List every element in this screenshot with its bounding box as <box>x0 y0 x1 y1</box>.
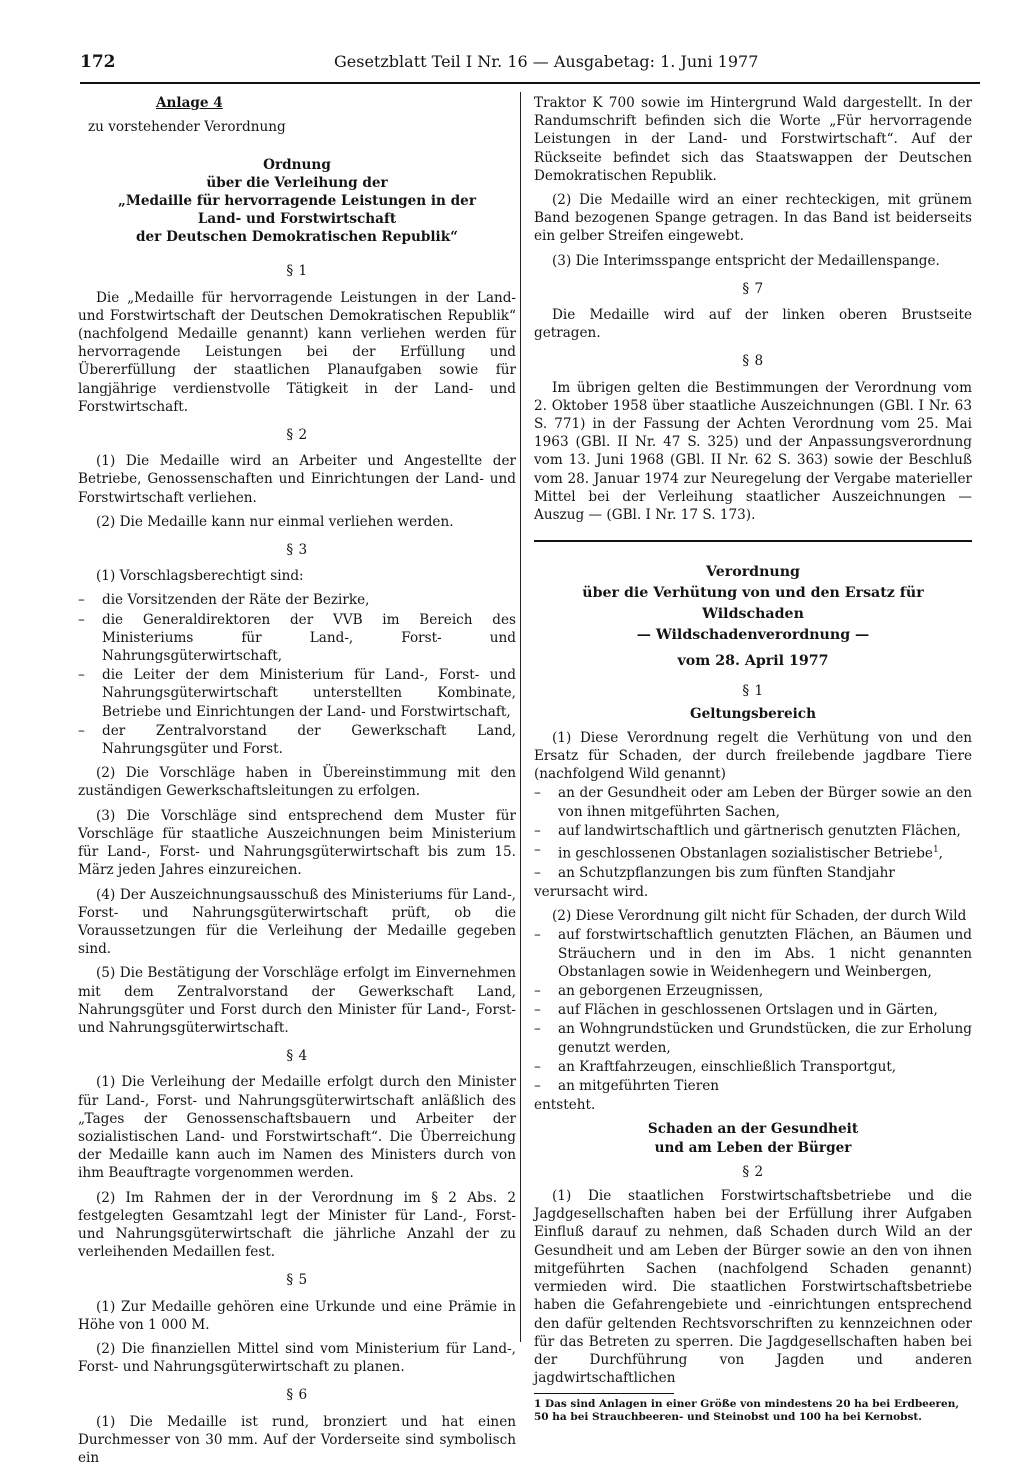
list-item <box>534 841 972 863</box>
regulation-title-line: Verordnung <box>706 564 800 581</box>
list-item: – an mitgeführten Tieren <box>534 1077 972 1095</box>
list-item: – an Kraftfahrzeugen, einschließlich Transportgut, <box>534 1058 972 1076</box>
paragraph: (3) Die Interimsspange entspricht der Medaillenspange. <box>552 252 940 269</box>
section-heading: § 2 <box>286 427 308 444</box>
list-item: – an Schutzpflanzungen bis zum fünften Standjahr <box>534 864 972 882</box>
annex-reference: zu vorstehender Verordnung <box>88 119 286 136</box>
subheading-line: Schaden an der Gesundheit <box>647 1121 859 1138</box>
list-item: – die Vorsitzenden der Räte der Bezirke, <box>78 591 516 609</box>
list-item-text: in geschlossenen Obstanlagen sozialistischer Betriebe <box>558 845 933 862</box>
paragraph: (2) Die Medaille kann nur einmal verliehen werden. <box>96 513 454 530</box>
paragraph: (5) Die Bestätigung der Vorschläge erfolgt im Einvernehmen mit dem Zentralvorstand der Gewerkschaft Land, Nahrungsgüter und Forst durch den Minister für Land-, Forst- und Nahrungsgüterwirtschaft. <box>78 965 516 1036</box>
list-item: – die Leiter der dem Ministerium für Land-, Forst- und Nahrungsgüterwirtschaft unterstellten Kombinate, Betriebe und Einrichtungen der Land- und Forstwirtschaft, <box>78 666 516 721</box>
paragraph: (2) Die finanziellen Mittel sind vom Ministerium für Land-, Forst- und Nahrungsgüterwirtschaft zu planen. <box>78 1340 516 1376</box>
proposer-list <box>78 591 516 758</box>
list-item: – der Zentralvorstand der Gewerkschaft Land, Nahrungsgüter und Forst. <box>78 722 516 758</box>
exclusion-list <box>534 926 972 1095</box>
right-column <box>534 94 972 1424</box>
header-rule <box>80 82 980 84</box>
section-heading: § 2 <box>742 1163 764 1180</box>
section-heading: § 1 <box>742 683 764 700</box>
paragraph: (1) Die staatlichen Forstwirtschaftsbetriebe und die Jagdgesellschaften haben bei der Erfüllung ihrer Aufgaben Einfluß darauf zu nehmen, daß Schaden durch Wild an der Gesundheit und am Leben der Bürger sowie an den von ihnen mitgeführten Sachen (nachfolgend Schaden genannt) vermieden wird. Die staatlichen Forstwirtschaftsbetriebe haben die Gefahrengebiete und -einrichtungen entsprechend den dafür geltenden Rechtsvorschriften zu kennzeichnen oder für das Betreten zu sperren. Die Jagdgesellschaften haben bei der Durchführung von Jagden und anderen jagdwirtschaftlichen <box>534 1188 972 1387</box>
section-subheading: Geltungsbereich <box>690 705 816 722</box>
paragraph: (1) Vorschlagsberechtigt sind: <box>96 568 304 585</box>
annex-label: Anlage 4 <box>156 95 223 111</box>
paragraph: (2) Die Medaille wird an einer rechteckigen, mit grünem Band bezogenen Spange getragen. In das Band ist beiderseits ein gelber Streifen eingewebt. <box>534 192 972 245</box>
paragraph: (1) Zur Medaille gehören eine Urkunde und eine Prämie in Höhe von 1 000 M. <box>78 1298 516 1333</box>
paragraph: (2) Im Rahmen der in der Verordnung im § 2 Abs. 2 festgelegten Gesamtzahl legt der Minister für Land-, Forst- und Nahrungsgüterwirtschaft die jährliche Anzahl der zu verleihenden Medaillen fest. <box>78 1189 516 1261</box>
paragraph: entsteht. <box>534 1097 596 1114</box>
ordinance-title-line: Land- und Forstwirtschaft <box>197 211 397 228</box>
paragraph: (3) Die Vorschläge sind entsprechend dem Muster für Vorschläge für staatliche Auszeichnungen beim Ministerium für Land-, Forst- und Nahrungsgüterwirtschaft bis zum 15. März jeden Jahres einzureichen. <box>78 807 516 879</box>
regulation-date: vom 28. April 1977 <box>677 653 829 670</box>
paragraph: (4) Der Auszeichnungsausschuß des Ministeriums für Land-, Forst- und Nahrungsgüterwirtschaft prüft, ob die Voraussetzungen für die Verleihung der Medaille gegeben sind. <box>78 886 516 958</box>
paragraph: (1) Die Medaille ist rund, bronziert und hat einen Durchmesser von 30 mm. Auf der Vorderseite sind symbolisch ein <box>78 1413 516 1466</box>
footnote: 1 Das sind Anlagen in einer Größe von mindestens 20 ha bei Erdbeeren, 50 ha bei Strauchbeeren- und Steinobst und 100 ha bei Kernobst. <box>534 1398 960 1424</box>
footnote-rule <box>534 1393 674 1394</box>
subheading-line: und am Leben der Bürger <box>654 1139 852 1156</box>
section-heading: § 1 <box>286 263 308 280</box>
page-header <box>80 50 980 84</box>
ordinance-title-line: über die Verleihung der <box>206 175 388 192</box>
section-heading: § 6 <box>286 1387 308 1404</box>
section-heading: § 4 <box>286 1048 308 1065</box>
paragraph: (1) Die Medaille wird an Arbeiter und Angestellte der Betriebe, Genossenschaften und Einrichtungen der Land- und Forstwirtschaft verliehen. <box>78 453 516 506</box>
paragraph: Traktor K 700 sowie im Hintergrund Wald dargestellt. In der Randumschrift befinden sich die Worte „Für hervorragende Leistungen in der Land- und Forstwirtschaft“. Auf der Rückseite befindet sich das Staatswappen der Deutschen Demokratischen Republik. <box>534 95 972 184</box>
page-number: 172 <box>80 52 116 72</box>
regulation-title <box>534 562 972 646</box>
section-heading: § 5 <box>286 1272 308 1289</box>
list-item: – an geborgenen Erzeugnissen, <box>534 982 972 1000</box>
section-subheading <box>534 1120 972 1156</box>
section-heading: § 3 <box>286 542 308 559</box>
paragraph: Die Medaille wird auf der linken oberen Brustseite getragen. <box>534 307 972 342</box>
list-item: – auf Flächen in geschlossenen Ortslagen und in Gärten, <box>534 1001 972 1019</box>
list-item: – auf landwirtschaftlich und gärtnerisch genutzten Flächen, <box>534 822 972 840</box>
list-item: – an der Gesundheit oder am Leben der Bürger sowie an den von ihnen mitgeführten Sachen, <box>534 784 972 820</box>
header-title: Gesetzblatt Teil I Nr. 16 — Ausgabetag: 1. Juni 1977 <box>334 52 759 71</box>
section-heading: § 8 <box>742 353 764 370</box>
ordinance-title-line: der Deutschen Demokratischen Republik“ <box>136 229 458 246</box>
column-divider <box>520 92 521 1342</box>
paragraph: (2) Die Vorschläge haben in Übereinstimmung mit den zuständigen Gewerkschaftsleitungen zu erfolgen. <box>78 765 516 800</box>
list-item: – an Wohngrundstücken und Grundstücken, die zur Erholung genutzt werden, <box>534 1020 972 1056</box>
regulation-title-line: über die Verhütung von und den Ersatz für Wildschaden <box>582 585 924 623</box>
paragraph: verursacht wird. <box>534 884 649 901</box>
list-item: – die Generaldirektoren der VVB im Bereich des Ministeriums für Land-, Forst- und Nahrungsgüterwirtschaft, <box>78 611 516 666</box>
paragraph: Im übrigen gelten die Bestimmungen der Verordnung vom 2. Oktober 1958 über staatliche Auszeichnungen (GBl. I Nr. 63 S. 771) in der Fassung der Achten Verordnung vom 25. Mai 1963 (GBl. II Nr. 47 S. 325) und der Anpassungsverordnung vom 13. Juni 1968 (GBl. II Nr. 62 S. 363) sowie der Beschluß vom 28. Januar 1974 zur Neuregelung der Vergabe materieller Mittel bei der Verleihung staatlicher Auszeichnungen — Auszug — (GBl. I Nr. 17 S. 173). <box>534 379 972 524</box>
scope-list <box>534 784 972 882</box>
list-item-tail: , <box>938 845 943 862</box>
paragraph: (1) Die Verleihung der Medaille erfolgt durch den Minister für Land-, Forst- und Nahrungsgüterwirtschaft anläßlich des „Tages der Genossenschaftsbauern und Arbeiter der sozialistischen Land- und Forstwirtschaft“. Die Überreichung der Medaille kann auch im Namen des Ministers durch von ihm Beauftragte vorgenommen werden. <box>78 1074 516 1182</box>
footnote-mark: 1 <box>932 845 939 856</box>
paragraph: Die „Medaille für hervorragende Leistungen in der Land- und Forstwirtschaft der Deutschen Demokratischen Republik“ (nachfolgend Medaille genannt) kann verliehen werden für hervorragende Leistungen bei der Erfüllung und Übererfüllung der staatlichen Planaufgaben sowie für langjährige verdienstvolle Tätigkeit in der Land- und Forstwirtschaft. <box>78 289 516 415</box>
ordinance-title-line: „Medaille für hervorragende Leistungen in der <box>118 193 476 210</box>
section-divider <box>534 540 972 542</box>
section-heading: § 7 <box>742 280 764 297</box>
paragraph: (2) Diese Verordnung gilt nicht für Schaden, der durch Wild <box>552 908 967 925</box>
regulation-short-title: — Wildschadenverordnung — <box>636 627 870 644</box>
paragraph: (1) Diese Verordnung regelt die Verhütung von und den Ersatz für Schaden, der durch freilebende jagdbare Tiere (nachfolgend Wild genannt) <box>534 729 972 783</box>
ordinance-title <box>78 156 516 246</box>
left-column <box>78 94 516 1473</box>
ordinance-title-line: Ordnung <box>263 157 331 174</box>
list-item: – auf forstwirtschaftlich genutzten Flächen, an Bäumen und Sträuchern und in den im Abs. 1 nicht genannten Obstanlagen sowie in Weidenhegern und Weinbergen, <box>534 926 972 981</box>
